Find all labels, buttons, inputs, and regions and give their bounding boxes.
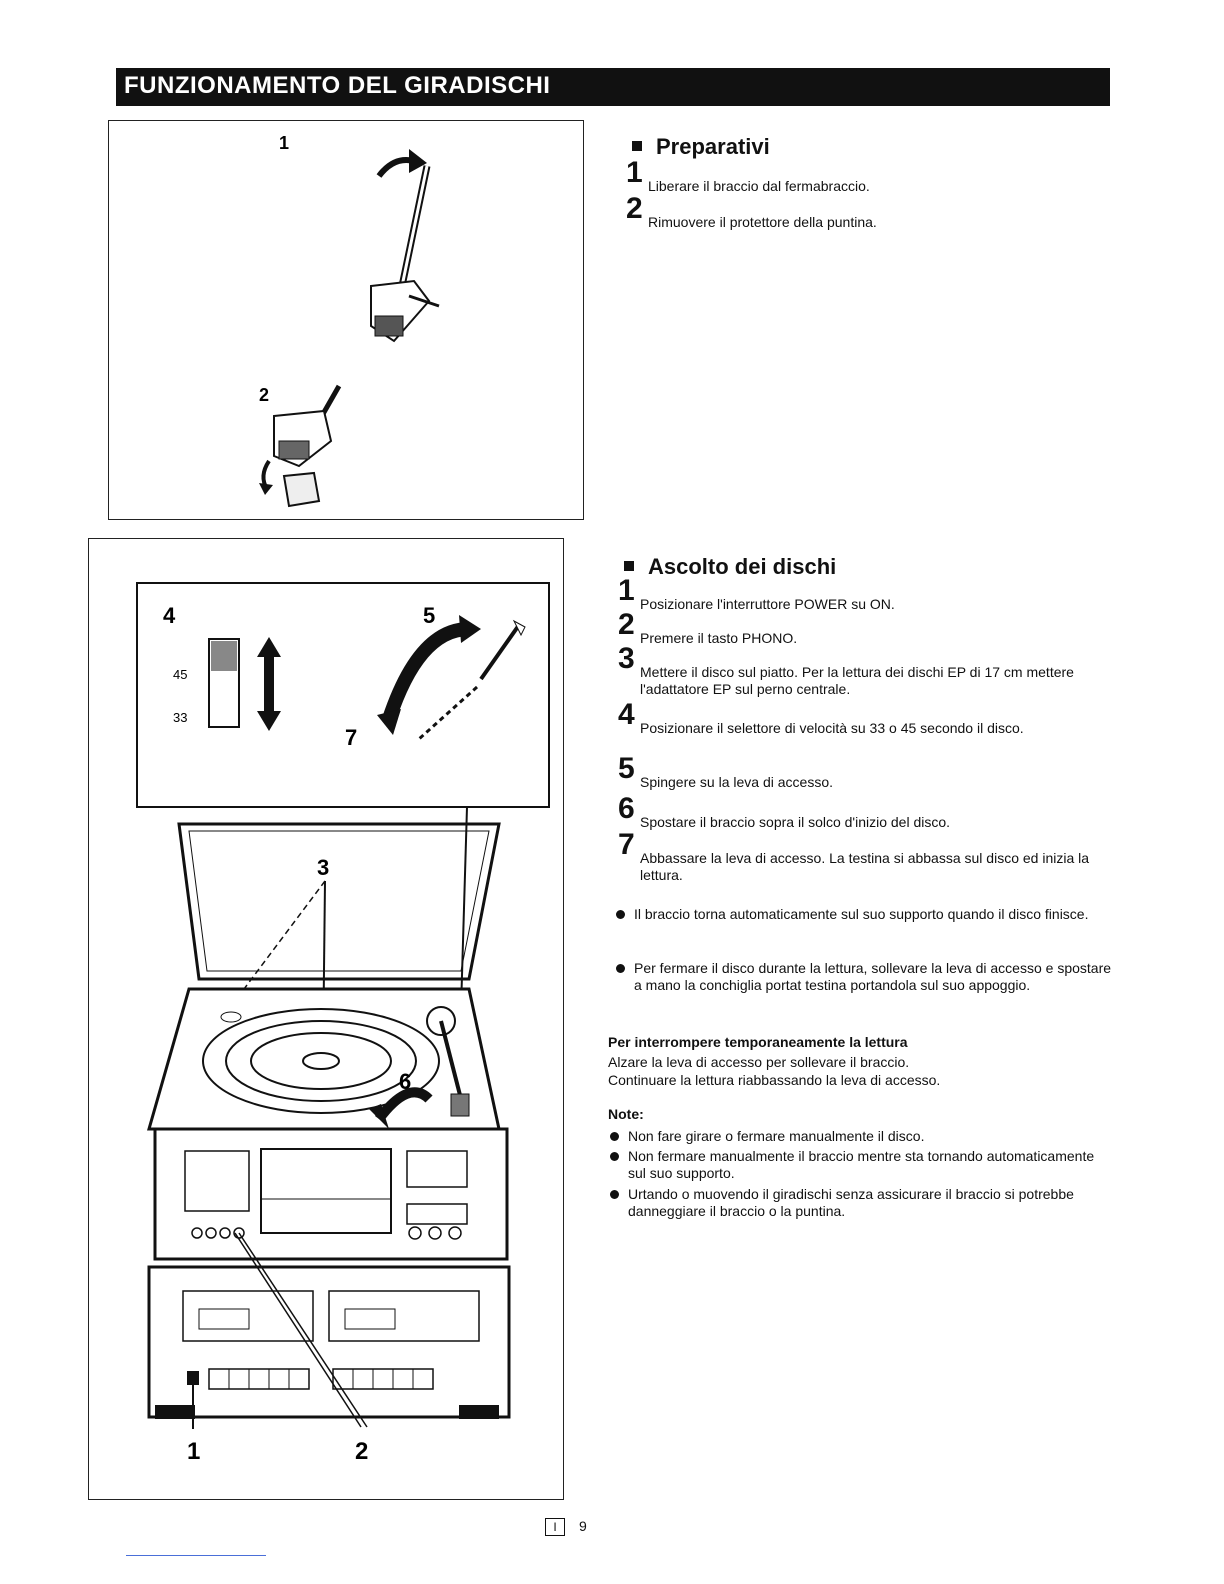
preparativi-title: Preparativi	[632, 134, 770, 160]
inset-label-5: 5	[423, 603, 436, 628]
square-bullet-icon	[624, 561, 634, 571]
fig1-label-2: 2	[259, 385, 270, 405]
speed-45-label: 45	[173, 667, 188, 682]
bullet-dot-icon	[610, 1152, 619, 1161]
square-bullet-icon	[632, 141, 642, 151]
label-1: 1	[187, 1438, 201, 1465]
inset-label-4: 4	[163, 603, 176, 628]
page-number: 9	[579, 1518, 587, 1534]
language-badge: I	[545, 1518, 565, 1536]
bullet-dot-icon	[610, 1190, 619, 1199]
label-3: 3	[317, 855, 330, 880]
pause-line-1: Alzare la leva di accesso per sollevare il braccio.	[608, 1054, 910, 1070]
note-item-2: Non fermare manualmente il braccio mentre sta tornando automaticamente sul suo supporto.	[608, 1148, 1108, 1182]
fig1-label-1: 1	[279, 133, 290, 153]
listen-bullet-1: Il braccio torna automaticamente sul suo supporto quando il disco finisce.	[614, 906, 1114, 923]
footer-rule	[126, 1555, 266, 1556]
page-footer	[545, 1518, 587, 1536]
note-item-3: Urtando o muovendo il giradischi senza assicurare il braccio si potrebbe danneggiare il braccio o la puntina.	[608, 1186, 1108, 1220]
inset-label-7: 7	[345, 725, 358, 750]
label-6: 6	[399, 1069, 412, 1094]
pause-line-2: Continuare la lettura riabbassando la leva di accesso.	[608, 1072, 941, 1088]
figure-preparation	[108, 120, 584, 520]
label-2: 2	[355, 1438, 369, 1465]
bullet-dot-icon	[610, 1132, 619, 1141]
bullet-dot-icon	[616, 910, 625, 919]
note-item-1: Non fare girare o fermare manualmente il disco.	[608, 1128, 1108, 1145]
figure-turntable	[88, 538, 564, 1500]
tonearm-illustration	[109, 121, 583, 519]
bullet-dot-icon	[616, 964, 625, 973]
listen-bullet-2: Per fermare il disco durante la lettura, sollevare la leva di accesso e spostare a mano la conchiglia portat testina portandola sul suo appoggio.	[614, 960, 1114, 994]
ascolto-title: Ascolto dei dischi	[624, 554, 836, 580]
notes-title: Note:	[608, 1106, 644, 1122]
turntable-illustration	[89, 539, 563, 1499]
header-bar	[116, 68, 1110, 106]
page-title: FUNZIONAMENTO DEL GIRADISCHI	[124, 72, 551, 99]
pause-title: Per interrompere temporaneamente la lettura	[608, 1034, 908, 1050]
speed-33-label: 33	[173, 710, 188, 725]
